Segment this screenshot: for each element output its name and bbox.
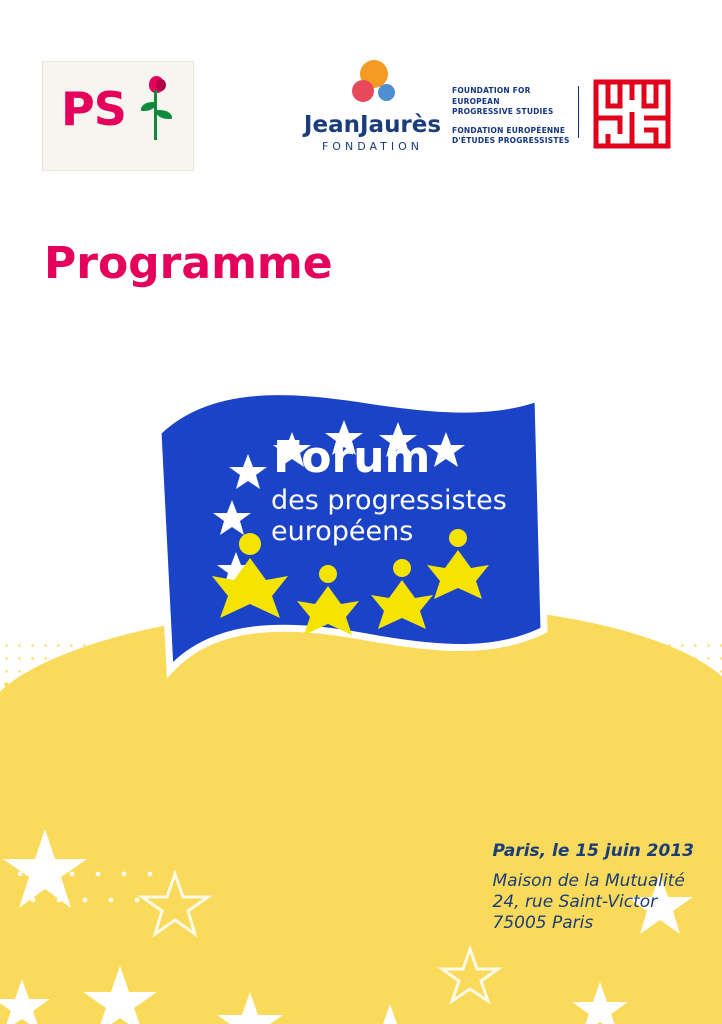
feps-maze-icon — [590, 76, 674, 152]
flag-heading: Forum — [273, 432, 431, 483]
event-postal-city: 75005 Paris — [492, 913, 594, 933]
ps-logo — [42, 61, 194, 171]
feps-text-block — [452, 86, 572, 155]
jean-jaures-name-second: Jaurès — [359, 112, 442, 138]
feps-line-1: FOUNDATION FOR EUROPEAN — [452, 86, 531, 106]
jean-jaures-logo — [300, 60, 445, 170]
event-info-block — [493, 841, 695, 934]
flag-subheading-line1: des progressistes — [271, 485, 507, 516]
jean-jaures-dots-icon — [352, 60, 414, 112]
page-title: Programme — [44, 238, 333, 289]
ps-logo-text: PS — [61, 82, 126, 136]
feps-line-2: PROGRESSIVE STUDIES — [452, 107, 554, 116]
jean-jaures-name-first: Jean — [303, 112, 360, 138]
jean-jaures-subtitle: FONDATION — [321, 140, 423, 153]
header-logo-row — [0, 58, 722, 178]
feps-divider — [578, 86, 579, 138]
feps-line-3: FONDATION EUROPÉENNE — [452, 125, 566, 135]
event-venue: Maison de la Mutualité — [492, 871, 685, 891]
jean-jaures-name — [300, 112, 445, 138]
forum-flag-graphic — [140, 362, 560, 732]
event-date: Paris, le 15 juin 2013 — [492, 841, 694, 861]
flag-subheading-line2: européens — [271, 516, 414, 547]
feps-line-4: D'ÉTUDES PROGRESSISTES — [452, 136, 570, 145]
event-street: 24, rue Saint-Victor — [492, 892, 658, 912]
rose-icon — [141, 76, 181, 142]
